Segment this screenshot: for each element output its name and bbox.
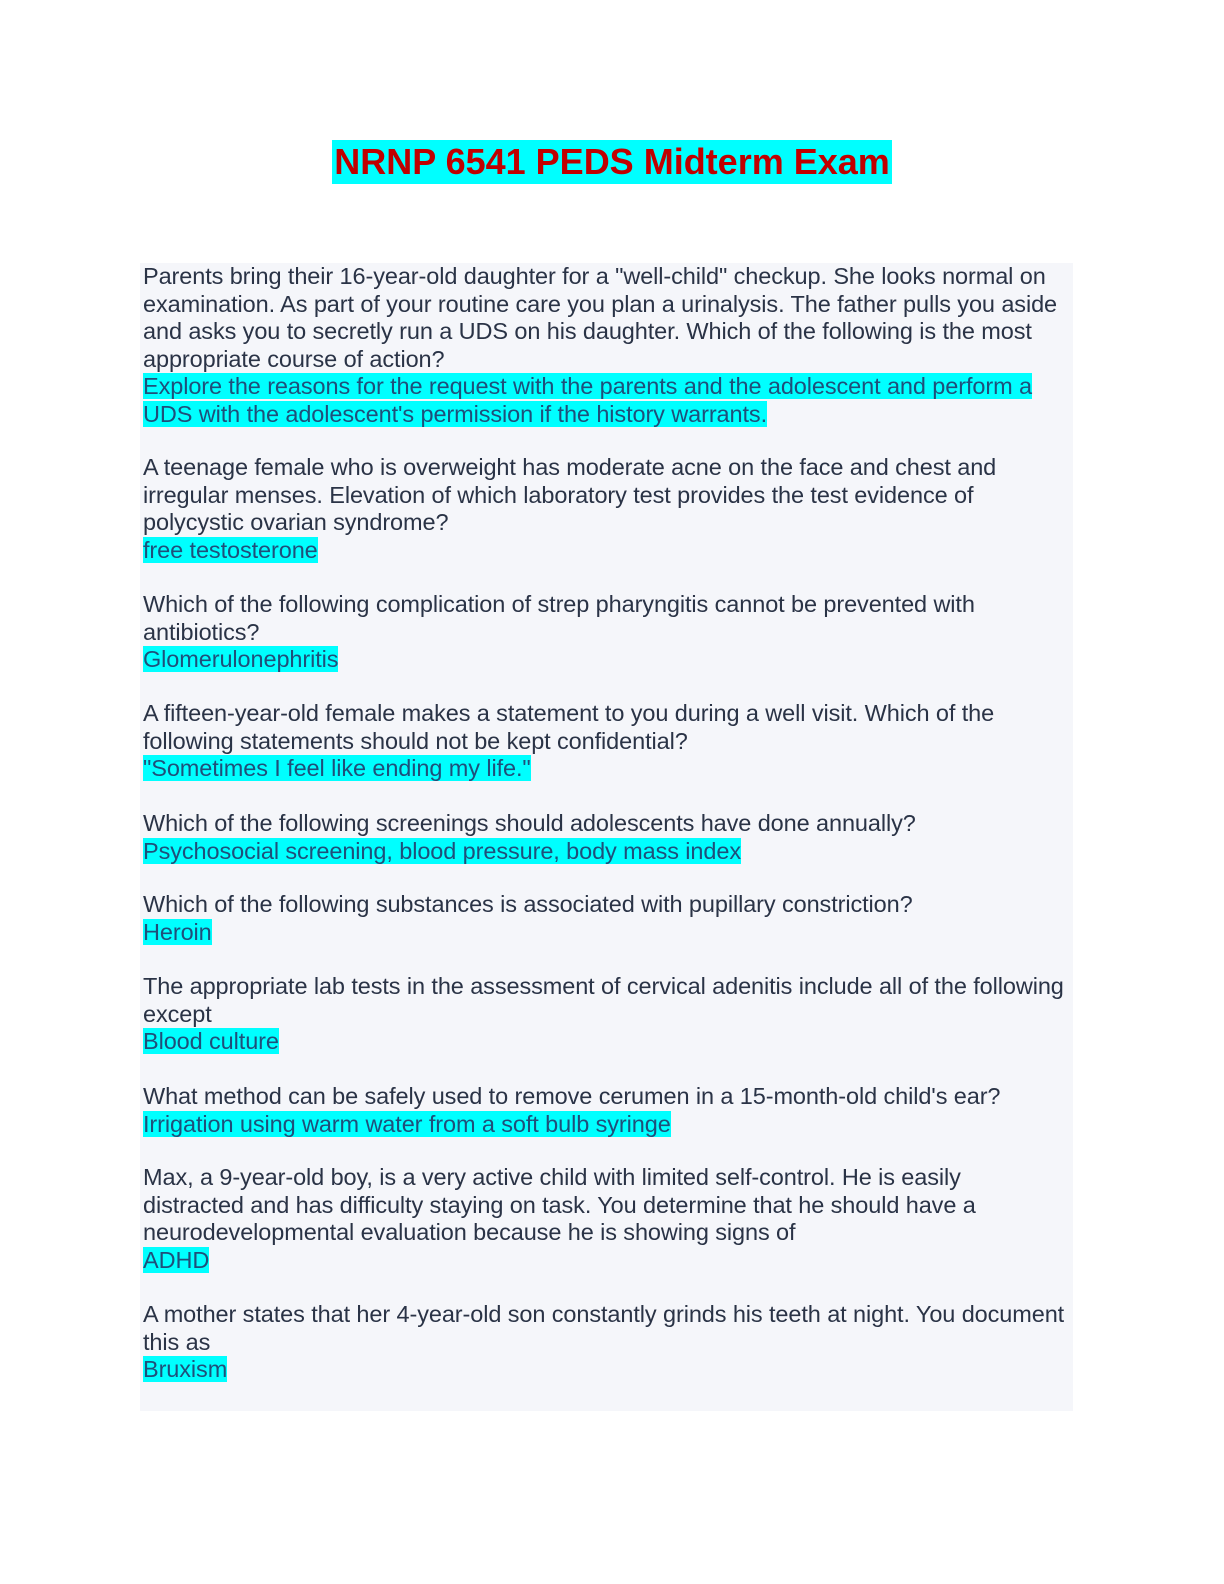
answer-text: Irrigation using warm water from a soft bulb syringe xyxy=(143,1110,671,1137)
question-text: A teenage female who is overweight has moderate acne on the face and chest and irregular menses. Elevation of which laboratory test provides the test evidence of polycystic ovarian syndrome? xyxy=(143,454,997,535)
qa-item xyxy=(143,591,1067,674)
qa-item xyxy=(143,454,1067,564)
qa-panel xyxy=(140,263,1073,1411)
answer-text: Psychosocial screening, blood pressure, body mass index xyxy=(143,837,741,864)
answer-text: "Sometimes I feel like ending my life." xyxy=(143,755,531,781)
qa-item xyxy=(143,891,1067,946)
question-text: What method can be safely used to remove cerumen in a 15-month-old child's ear? xyxy=(143,1083,1001,1109)
answer-text: ADHD xyxy=(143,1246,210,1273)
qa-item xyxy=(143,810,1067,865)
question-text: A fifteen-year-old female makes a statement to you during a well visit. Which of the following statements should not be kept confidential? xyxy=(143,700,995,754)
question-text: Which of the following complication of strep pharyngitis cannot be prevented with antibiotics? xyxy=(143,591,975,645)
question-text: Parents bring their 16-year-old daughter for a "well-child" checkup. She looks normal on examination. As part of your routine care you plan a urinalysis. The father pulls you aside and asks you to secretly run a UDS on his daughter. Which of the following is the most appropriate course of action? xyxy=(143,263,1058,372)
title-container xyxy=(0,140,1224,184)
answer-text: free testosterone xyxy=(143,536,318,563)
question-text: Max, a 9-year-old boy, is a very active child with limited self-control. He is easily distracted and has difficulty staying on task. You determine that he should have a neurodevelopmental evaluation because he is showing signs of xyxy=(143,1164,976,1245)
question-text: Which of the following substances is associated with pupillary constriction? xyxy=(143,891,913,917)
qa-item xyxy=(143,700,1067,783)
page-title: NRNP 6541 PEDS Midterm Exam xyxy=(334,141,890,182)
qa-item xyxy=(143,1083,1067,1138)
answer-text: Explore the reasons for the request with the parents and the adolescent and perform a UDS with the adolescent's permission if the history warrants. xyxy=(143,373,1032,427)
answer-text: Bruxism xyxy=(143,1356,228,1382)
question-text: The appropriate lab tests in the assessment of cervical adenitis include all of the following except xyxy=(143,973,1064,1027)
qa-item xyxy=(143,973,1067,1056)
qa-item xyxy=(143,263,1067,428)
qa-item xyxy=(143,1301,1067,1384)
question-text: A mother states that her 4-year-old son constantly grinds his teeth at night. You document this as xyxy=(143,1301,1065,1355)
question-text: Which of the following screenings should adolescents have done annually? xyxy=(143,810,916,836)
answer-text: Blood culture xyxy=(143,1028,279,1054)
answer-text: Heroin xyxy=(143,918,212,945)
answer-text: Glomerulonephritis xyxy=(143,646,339,672)
qa-item xyxy=(143,1164,1067,1274)
